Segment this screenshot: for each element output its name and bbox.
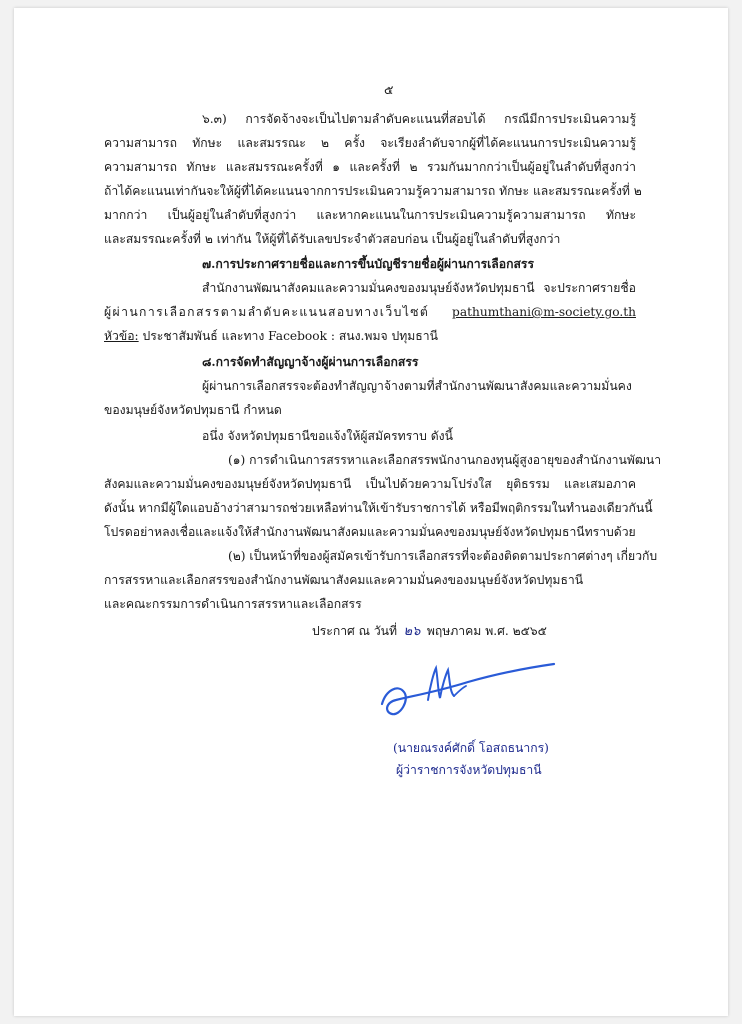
paragraph-line: การสรรหาและเลือกสรรของสำนักงานพัฒนาสังคมและความมั่นคงของมนุษย์จังหวัดปทุมธานี bbox=[104, 573, 584, 587]
paragraph-line bbox=[104, 328, 438, 344]
topic-label: หัวข้อ: bbox=[104, 329, 139, 343]
website-text: ผู้ผ่านการเลือกสรรตามลำดับคะแนนสอบทางเว็บไซต์ bbox=[104, 305, 430, 319]
paragraph-line: โปรดอย่าหลงเชื่อและแจ้งให้สำนักงานพัฒนาสังคมและความมั่นคงของมนุษย์จังหวัดปทุมธานีทราบด้วย bbox=[104, 525, 636, 539]
signatory-name: (นายณรงค์ศักดิ์ โอสถธนากร) bbox=[393, 741, 549, 755]
paragraph-line: ของมนุษย์จังหวัดปทุมธานี กำหนด bbox=[104, 403, 282, 417]
document-page bbox=[14, 8, 728, 1016]
paragraph-line: (๑) การดำเนินการสรรหาและเลือกสรรพนักงานกองทุนผู้สูงอายุของสำนักงานพัฒนา bbox=[228, 453, 662, 467]
paragraph-line: สำนักงานพัฒนาสังคมและความมั่นคงของมนุษย์จังหวัดปทุมธานี จะประกาศรายชื่อ bbox=[202, 281, 636, 295]
paragraph-line: มากกว่า เป็นผู้อยู่ในลำดับที่สูงกว่า และหากคะแนนในการประเมินความรู้ความสามารถ ทักษะ bbox=[104, 208, 636, 222]
paragraph-line: ความสามารถ ทักษะ และสมรรณะครั้งที่ ๑ และครั้งที่ ๒ รวมกันมากกว่าเป็นผู้อยู่ในลำดับที่สูงกว่า bbox=[104, 160, 636, 174]
handwritten-day: ๒๖ bbox=[403, 624, 421, 639]
announcement-date bbox=[312, 623, 547, 640]
section-heading: ๗.การประกาศรายชื่อและการขึ้นบัญชีรายชื่อผู้ผ่านการเลือกสรร bbox=[202, 257, 534, 271]
topic-text: ประชาสัมพันธ์ และทาง Facebook : สนง.พมจ ปทุมธานี bbox=[138, 329, 438, 343]
paragraph-line: และคณะกรรมการดำเนินการสรรหาและเลือกสรร bbox=[104, 597, 362, 611]
website-link[interactable]: pathumthani@m-society.go.th bbox=[452, 305, 636, 319]
signatory-title: ผู้ว่าราชการจังหวัดปทุมธานี bbox=[396, 763, 542, 777]
paragraph-line: และสมรรณะครั้งที่ ๒ เท่ากัน ให้ผู้ที่ได้รับเลขประจำตัวสอบก่อน เป็นผู้อยู่ในลำดับที่สูงกว่า bbox=[104, 232, 561, 246]
page-number: ๕ bbox=[384, 82, 394, 97]
section-heading: ๘.การจัดทำสัญญาจ้างผู้ผ่านการเลือกสรร bbox=[202, 355, 419, 369]
paragraph-line: สังคมและความมั่นคงของมนุษย์จังหวัดปทุมธานี เป็นไปด้วยความโปร่งใส ยุติธรรม และเสมอภาค bbox=[104, 477, 636, 491]
paragraph-line bbox=[104, 304, 636, 320]
signature-image bbox=[376, 646, 566, 726]
date-prefix: ประกาศ ณ วันที่ bbox=[312, 624, 398, 638]
date-suffix: พฤษภาคม พ.ศ. ๒๕๖๕ bbox=[426, 624, 547, 638]
paragraph-line: ดังนั้น หากมีผู้ใดแอบอ้างว่าสามารถช่วยเหลือท่านให้เข้ารับราชการได้ หรือมีพฤติกรรมในทำนองเดียวกันนี้ bbox=[104, 501, 653, 515]
paragraph-line: ถ้าได้คะแนนเท่ากันจะให้ผู้ที่ได้คะแนนจากการประเมินความรู้ความสามารถ ทักษะ และสมรรณะครั้งที่ ๒ bbox=[104, 184, 642, 198]
notice-intro: อนึ่ง จังหวัดปทุมธานีขอแจ้งให้ผู้สมัครทราบ ดังนี้ bbox=[202, 429, 453, 443]
paragraph-line: ผู้ผ่านการเลือกสรรจะต้องทำสัญญาจ้างตามที่สำนักงานพัฒนาสังคมและความมั่นคง bbox=[202, 379, 632, 393]
paragraph-line: ๖.๓) การจัดจ้างจะเป็นไปตามลำดับคะแนนที่สอบได้ กรณีมีการประเมินความรู้ bbox=[202, 112, 636, 126]
paragraph-line: (๒) เป็นหน้าที่ของผู้สมัครเข้ารับการเลือกสรรที่จะต้องติดตามประกาศต่างๆ เกี่ยวกับ bbox=[228, 549, 658, 563]
paragraph-line: ความสามารถ ทักษะ และสมรรณะ ๒ ครั้ง จะเรียงลำดับจากผู้ที่ได้คะแนนการประเมินความรู้ bbox=[104, 136, 636, 150]
